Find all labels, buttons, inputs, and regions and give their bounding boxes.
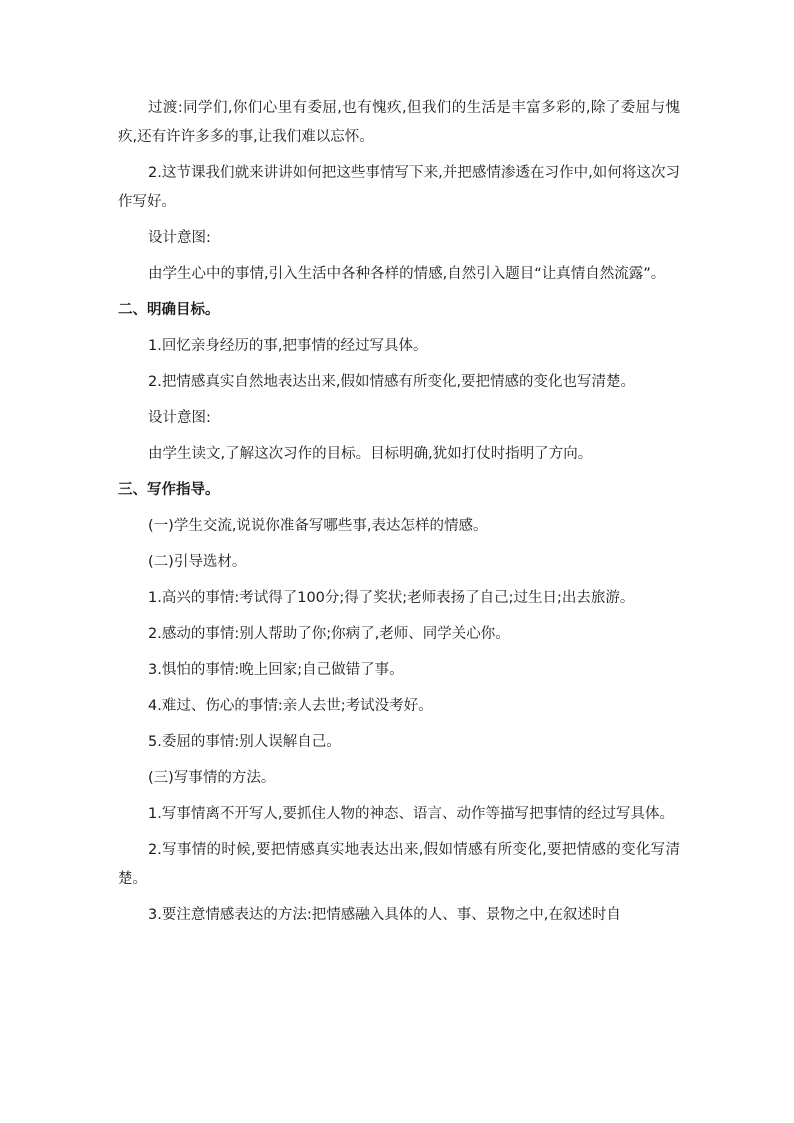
method-item: 3.要注意情感表达的方法:把情感融入具体的人、事、景物之中,在叙述时自	[148, 907, 621, 923]
design-intent-text: 由学生心中的事情,引入生活中各种各样的情感,自然引入题目“让真情自然流露”。	[148, 266, 666, 282]
document-body	[118, 94, 680, 937]
goal-item: 1.回忆亲身经历的事,把事情的经过写具体。	[148, 338, 428, 354]
topic-item: 5.委屈的事情:别人误解自己。	[148, 734, 341, 750]
transition-paragraph: 过渡:同学们,你们心里有委屈,也有愧疚,但我们的生活是丰富多彩的,除了委屈与愧疚,还有许许多多的事,让我们难以忘怀。	[118, 100, 680, 145]
design-intent-label: 设计意图:	[148, 410, 211, 426]
lesson-intro-paragraph: 2.这节课我们就来讲讲如何把这些事情写下来,并把感情渗透在习作中,如何将这次习作写好。	[118, 165, 680, 210]
topic-item: 4.难过、伤心的事情:亲人去世;考试没考好。	[148, 698, 433, 714]
topic-item: 1.高兴的事情:考试得了100分;得了奖状;老师表扬了自己;过生日;出去旅游。	[148, 590, 635, 606]
goal-item: 2.把情感真实自然地表达出来,假如情感有所变化,要把情感的变化也写清楚。	[148, 374, 636, 390]
design-intent-text: 由学生读文,了解这次习作的目标。目标明确,犹如打仗时指明了方向。	[148, 446, 593, 462]
section-heading-goals: 二、明确目标。	[118, 302, 220, 318]
method-item: 1.写事情离不开写人,要抓住人物的神态、语言、动作等描写把事情的经过写具体。	[148, 806, 674, 822]
topic-item: 2.感动的事情:别人帮助了你;你病了,老师、同学关心你。	[148, 626, 510, 642]
topic-item: 3.惧怕的事情:晚上回家;自己做错了事。	[148, 662, 404, 678]
method-item: 2.写事情的时候,要把情感真实地表达出来,假如情感有所变化,要把情感的变化写清楚。	[118, 842, 680, 887]
subsection-heading: (一)学生交流,说说你准备写哪些事,表达怎样的情感。	[148, 518, 488, 534]
section-heading-guidance: 三、写作指导。	[118, 482, 220, 498]
subsection-heading: (二)引导选材。	[148, 554, 247, 570]
subsection-heading: (三)写事情的方法。	[148, 770, 276, 786]
design-intent-label: 设计意图:	[148, 230, 211, 246]
